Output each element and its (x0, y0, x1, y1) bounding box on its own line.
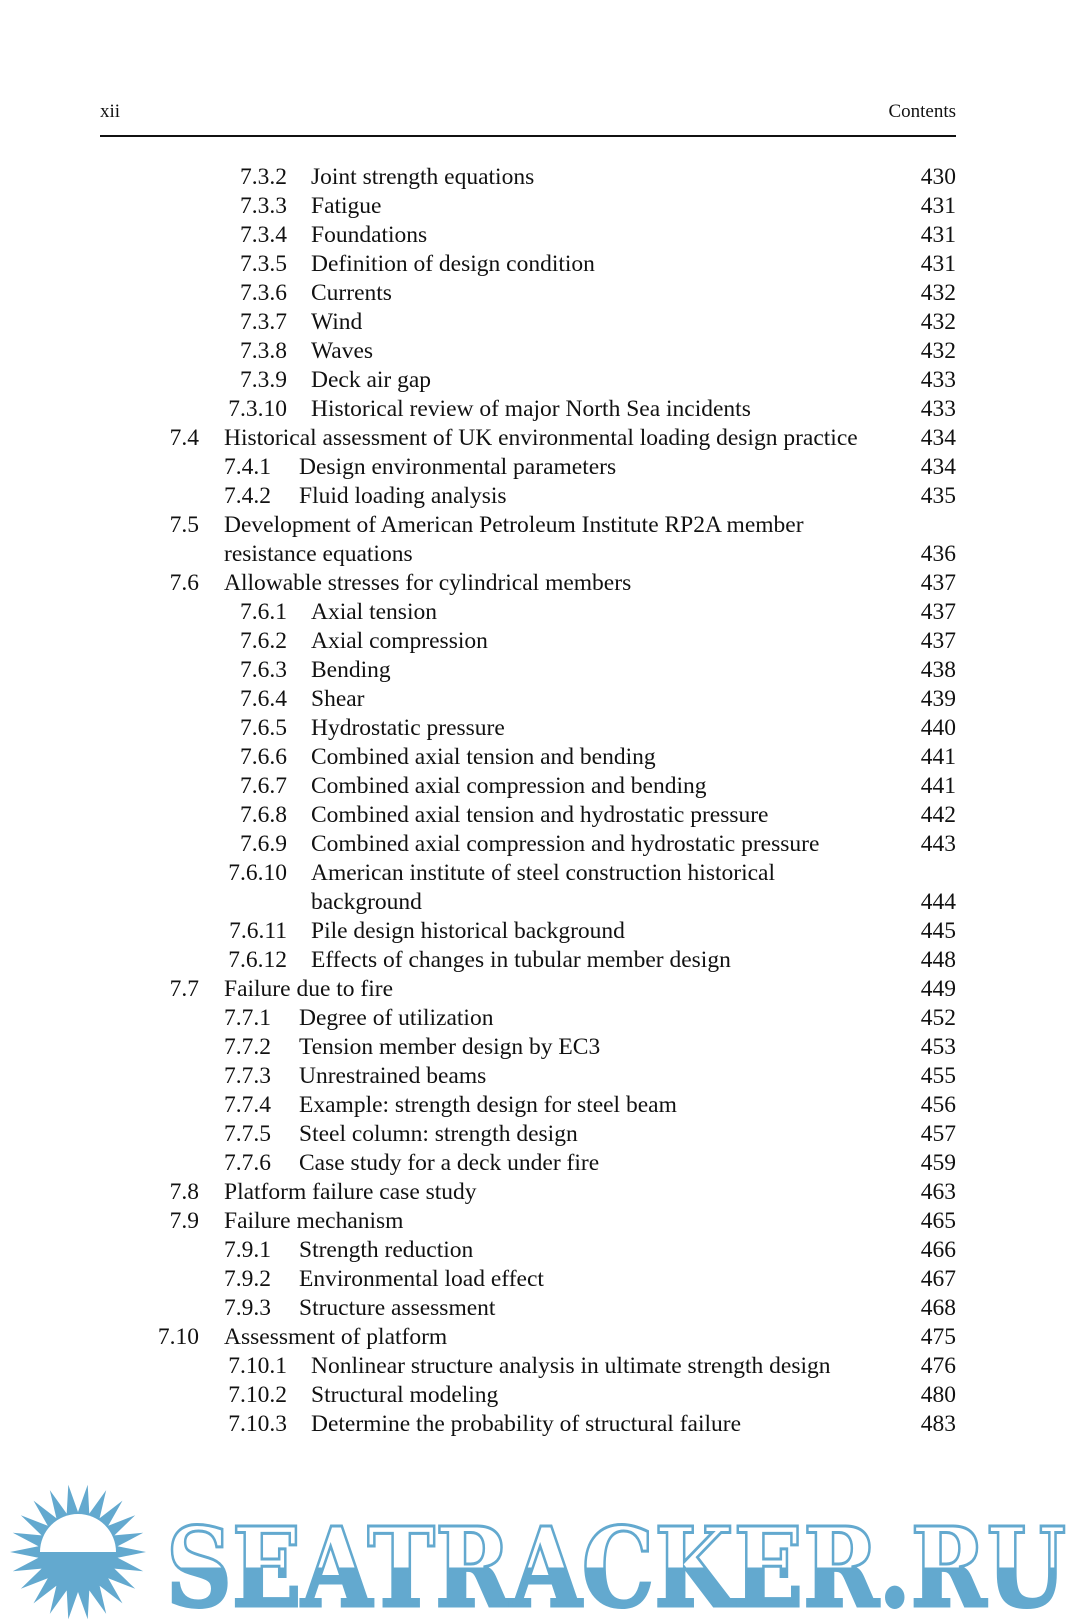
watermark-logo (0, 1460, 1080, 1620)
section-title: Tension member design by EC3 (299, 1034, 601, 1060)
section-title: Structure assessment (299, 1295, 496, 1321)
svg-text:SEATRACKER.RU: SEATRACKER.RU (166, 1503, 1066, 1620)
page-number-ref: 459 (920, 1150, 956, 1176)
section-number: 7.9.1 (224, 1237, 271, 1263)
section-title: Effects of changes in tubular member design (311, 947, 731, 973)
section-number: 7.10.1 (228, 1353, 287, 1379)
toc-entry[interactable] (0, 714, 1080, 743)
page-number-ref: 441 (920, 744, 956, 770)
toc-entry[interactable] (0, 395, 1080, 424)
toc-entry[interactable] (0, 1236, 1080, 1265)
section-number: 7.3.8 (240, 338, 287, 364)
section-number: 7.7.4 (224, 1092, 271, 1118)
toc-entry[interactable] (0, 801, 1080, 830)
section-title: Unrestrained beams (299, 1063, 487, 1089)
toc-entry[interactable] (0, 685, 1080, 714)
toc-entry[interactable] (0, 1149, 1080, 1178)
section-title: Failure mechanism (224, 1208, 404, 1234)
page-number-ref: 452 (920, 1005, 956, 1031)
toc-entry[interactable] (0, 337, 1080, 366)
page-number-ref: 440 (920, 715, 956, 741)
toc-entry[interactable] (0, 366, 1080, 395)
page-number-ref: 445 (920, 918, 956, 944)
section-number: 7.6.8 (240, 802, 287, 828)
toc-entry[interactable] (0, 279, 1080, 308)
section-title: Steel column: strength design (299, 1121, 578, 1147)
section-title: Determine the probability of structural failure (311, 1411, 742, 1437)
section-number: 7.7.5 (224, 1121, 271, 1147)
toc-entry[interactable] (0, 511, 1080, 569)
toc-entry[interactable] (0, 221, 1080, 250)
page-number-ref: 465 (920, 1208, 956, 1234)
section-number: 7.6.6 (240, 744, 287, 770)
section-number: 7.8 (169, 1179, 199, 1205)
toc-entry[interactable] (0, 1207, 1080, 1236)
page-number-ref: 437 (920, 599, 956, 625)
page-number-ref: 453 (920, 1034, 956, 1060)
section-number: 7.4.1 (224, 454, 271, 480)
page-number-ref: 441 (920, 773, 956, 799)
page-number-ref: 433 (920, 396, 956, 422)
page-number-ref: 431 (920, 193, 956, 219)
section-number: 7.3.2 (240, 164, 287, 190)
section-number: 7.6.1 (240, 599, 287, 625)
page-number-ref: 443 (920, 831, 956, 857)
toc-entry[interactable] (0, 1120, 1080, 1149)
section-title: Case study for a deck under fire (299, 1150, 600, 1176)
page-number-ref: 457 (920, 1121, 956, 1147)
page-number-ref: 437 (920, 570, 956, 596)
toc-entry[interactable] (0, 656, 1080, 685)
page-number-ref: 439 (920, 686, 956, 712)
toc-entry[interactable] (0, 250, 1080, 279)
toc-entry[interactable] (0, 830, 1080, 859)
page-number-ref: 456 (920, 1092, 956, 1118)
header-rule (100, 135, 956, 137)
section-number: 7.6.7 (240, 773, 287, 799)
section-title: Shear (311, 686, 365, 712)
toc-entry[interactable] (0, 308, 1080, 337)
section-title: Combined axial tension and hydrostatic pressure (311, 802, 769, 828)
page-number-ref: 475 (920, 1324, 956, 1350)
section-title: Waves (311, 338, 374, 364)
section-title: Wind (311, 309, 363, 335)
section-title: Fluid loading analysis (299, 483, 507, 509)
page-number-ref: 433 (920, 367, 956, 393)
section-number: 7.6.12 (228, 947, 287, 973)
section-number: 7.3.5 (240, 251, 287, 277)
section-number: 7.4 (169, 425, 199, 451)
toc-entry[interactable] (0, 859, 1080, 917)
toc-entry[interactable] (0, 1062, 1080, 1091)
section-title: Strength reduction (299, 1237, 474, 1263)
section-title: American institute of steel construction historical background (311, 860, 775, 915)
section-number: 7.3.10 (228, 396, 287, 422)
section-number: 7.6.10 (228, 860, 287, 886)
section-title: Environmental load effect (299, 1266, 544, 1292)
page-number-ref: 434 (920, 425, 956, 451)
page-number-ref: 468 (920, 1295, 956, 1321)
toc-entry[interactable] (0, 1323, 1080, 1352)
section-number: 7.3.6 (240, 280, 287, 306)
toc-entry[interactable] (0, 1410, 1080, 1439)
toc-entry[interactable] (0, 1352, 1080, 1381)
section-number: 7.3.3 (240, 193, 287, 219)
section-number: 7.9.3 (224, 1295, 271, 1321)
section-title: Axial tension (311, 599, 437, 625)
section-number: 7.7.3 (224, 1063, 271, 1089)
page-number-ref: 444 (920, 889, 956, 915)
page-number-ref: 432 (920, 338, 956, 364)
section-title: Structural modeling (311, 1382, 499, 1408)
toc-entry[interactable] (0, 163, 1080, 192)
section-number: 7.3.7 (240, 309, 287, 335)
section-title: Hydrostatic pressure (311, 715, 505, 741)
page-number-ref: 438 (920, 657, 956, 683)
toc-entry[interactable] (0, 1004, 1080, 1033)
toc-entry[interactable] (0, 975, 1080, 1004)
sun-icon (10, 1485, 146, 1620)
section-title: Allowable stresses for cylindrical members (224, 570, 632, 596)
section-number: 7.6.4 (240, 686, 287, 712)
toc-entry[interactable] (0, 424, 1080, 453)
page-number-ref: 476 (920, 1353, 956, 1379)
section-number: 7.6.11 (229, 918, 287, 944)
section-number: 7.4.2 (224, 483, 271, 509)
toc-entry[interactable] (0, 772, 1080, 801)
page-number-ref: 432 (920, 309, 956, 335)
section-title: Fatigue (311, 193, 382, 219)
section-title: Historical review of major North Sea incidents (311, 396, 751, 422)
toc-entry[interactable] (0, 192, 1080, 221)
section-number: 7.6 (169, 570, 199, 596)
section-number: 7.10 (157, 1324, 199, 1350)
toc-entry[interactable] (0, 1381, 1080, 1410)
page-number-ref: 455 (920, 1063, 956, 1089)
table-of-contents (0, 163, 1080, 1439)
section-title: Platform failure case study (224, 1179, 477, 1205)
toc-entry[interactable] (0, 917, 1080, 946)
section-title: Currents (311, 280, 392, 306)
section-title: Degree of utilization (299, 1005, 494, 1031)
page-number-ref: 432 (920, 280, 956, 306)
toc-entry[interactable] (0, 598, 1080, 627)
page-number-ref: 467 (920, 1266, 956, 1292)
section-number: 7.3.4 (240, 222, 287, 248)
section-title: Axial compression (311, 628, 488, 654)
running-title: Contents (888, 101, 956, 122)
toc-entry[interactable] (0, 946, 1080, 975)
page-number-ref: 483 (920, 1411, 956, 1437)
section-title: Failure due to fire (224, 976, 394, 1002)
page-number-ref: 448 (920, 947, 956, 973)
page-number-ref: 434 (920, 454, 956, 480)
toc-entry[interactable] (0, 1294, 1080, 1323)
page-number: xii (100, 101, 121, 122)
section-number: 7.10.2 (228, 1382, 287, 1408)
section-title: Pile design historical background (311, 918, 625, 944)
toc-entry[interactable] (0, 1265, 1080, 1294)
section-title: Combined axial compression and hydrostatic pressure (311, 831, 820, 857)
toc-entry[interactable] (0, 743, 1080, 772)
section-title: Foundations (311, 222, 428, 248)
section-number: 7.9 (169, 1208, 199, 1234)
section-number: 7.7 (169, 976, 199, 1002)
section-number: 7.6.2 (240, 628, 287, 654)
section-number: 7.7.6 (224, 1150, 271, 1176)
page-number-ref: 463 (920, 1179, 956, 1205)
toc-entry[interactable] (0, 1178, 1080, 1207)
section-title: Combined axial tension and bending (311, 744, 656, 770)
toc-entry[interactable] (0, 1033, 1080, 1062)
section-title: Design environmental parameters (299, 454, 617, 480)
page-number-ref: 466 (920, 1237, 956, 1263)
toc-entry[interactable] (0, 1091, 1080, 1120)
section-number: 7.6.9 (240, 831, 287, 857)
section-number: 7.6.3 (240, 657, 287, 683)
section-number: 7.7.1 (224, 1005, 271, 1031)
section-title: Combined axial compression and bending (311, 773, 707, 799)
toc-entry[interactable] (0, 453, 1080, 482)
page-number-ref: 437 (920, 628, 956, 654)
page-number-ref: 431 (920, 251, 956, 277)
section-number: 7.5 (169, 512, 199, 538)
page-number-ref: 435 (920, 483, 956, 509)
section-title: Example: strength design for steel beam (299, 1092, 677, 1118)
toc-entry[interactable] (0, 569, 1080, 598)
toc-entry[interactable] (0, 482, 1080, 511)
section-number: 7.6.5 (240, 715, 287, 741)
section-title: Nonlinear structure analysis in ultimate strength design (311, 1353, 831, 1379)
section-number: 7.7.2 (224, 1034, 271, 1060)
page-number-ref: 449 (920, 976, 956, 1002)
page-number-ref: 431 (920, 222, 956, 248)
section-title: Assessment of platform (224, 1324, 448, 1350)
section-number: 7.3.9 (240, 367, 287, 393)
section-title: Deck air gap (311, 367, 432, 393)
section-title: Joint strength equations (311, 164, 535, 190)
page-number-ref: 430 (920, 164, 956, 190)
toc-entry[interactable] (0, 627, 1080, 656)
section-title: Definition of design condition (311, 251, 595, 277)
section-title: Bending (311, 657, 391, 683)
page-number-ref: 436 (920, 541, 956, 567)
page-number-ref: 480 (920, 1382, 956, 1408)
section-title: Development of American Petroleum Institute RP2A member resistance equations (224, 512, 804, 567)
section-title: Historical assessment of UK environmental loading design practice (224, 425, 858, 451)
page-number-ref: 442 (920, 802, 956, 828)
section-number: 7.10.3 (228, 1411, 287, 1437)
section-number: 7.9.2 (224, 1266, 271, 1292)
